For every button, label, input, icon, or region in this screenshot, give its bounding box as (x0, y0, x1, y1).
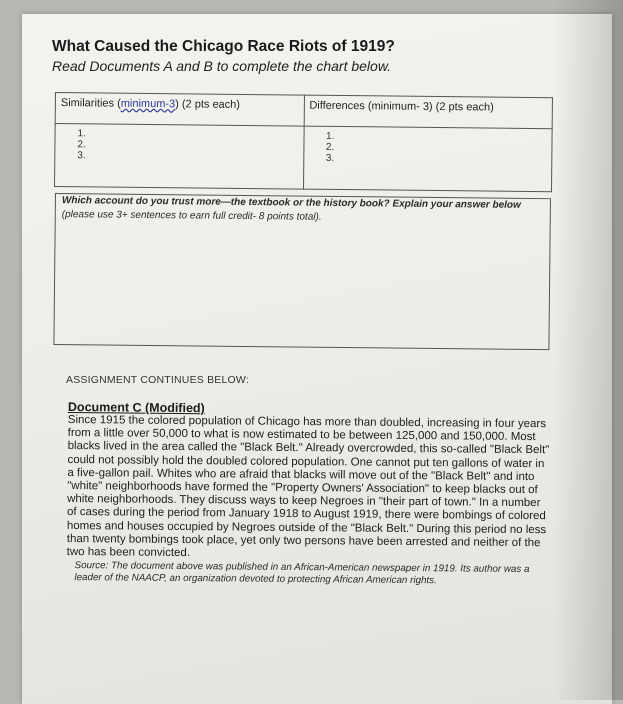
document-c-source: Source: The document above was published in an African-American newspaper in 1919. Its author was a leader of the NAACP, an organization devoted to protecting African American rights. (74, 560, 530, 587)
assignment-continues-note: ASSIGNMENT CONTINUES BELOW: (66, 374, 249, 386)
similarities-header-underlined: minimum-3 (120, 97, 176, 111)
differences-item-3: 3. (325, 152, 335, 164)
trust-question: Which account do you trust more—the textbook or the history book? Explain your answer below (61, 195, 521, 211)
differences-item-1: 1. (325, 130, 335, 142)
trust-answer-box[interactable] (53, 193, 551, 350)
similarities-item-1: 1. (77, 128, 86, 140)
chart-answer-row (55, 124, 553, 192)
worksheet-title: What Caused the Chicago Race Riots of 1919? (52, 38, 395, 55)
similarities-item-2: 2. (77, 139, 86, 151)
comparison-chart (54, 92, 553, 192)
similarities-answer-cell[interactable] (55, 124, 304, 190)
similarities-list (77, 128, 303, 163)
document-c-text: Since 1915 the colored population of Chicago has more than doubled, increasing in four years from a little over 50,000 to what is now estimated to be between 125,000 and 150,000. Most blacks lived in the area called the "Black Belt." Already overcrowded, this so-called "Black Belt" could not possibly hold the doubled colored population. One cannot put ten gallons of water in a five-gallon pail. Whites who are afraid that blacks will move out of the "Black Belt" and into "white" neighborhoods have formed the "Property Owners' Association" to keep blacks out of white neighborhoods. They discuss ways to keep Negroes in "their part of town." In a number of cases during the period from January 1918 to August 1919, there were bombings of colored homes and houses occupied by Negroes outside of the "Black Belt." During this period no less than twenty bombings took place, yet only two persons have been arrested and neither of the two has been convicted. (66, 413, 550, 560)
similarities-header-post: ) (2 pts each) (175, 98, 241, 111)
differences-header: Differences (minimum- 3) (2 pts each) (304, 95, 553, 129)
similarities-header-pre: Similarities ( (60, 97, 121, 110)
document-c (66, 400, 550, 588)
chart-header-row (55, 93, 552, 129)
similarities-header (55, 93, 304, 127)
differences-item-2: 2. (325, 141, 335, 153)
differences-answer-cell[interactable] (303, 126, 552, 192)
similarities-item-3: 3. (77, 150, 86, 162)
differences-list (326, 131, 552, 166)
trust-instructions: (please use 3+ sentences to earn full credit- 8 points total). (61, 209, 322, 223)
document-c-heading: Document C (Modified) (67, 400, 205, 416)
worksheet-subtitle: Read Documents A and B to complete the chart below. (52, 58, 392, 74)
